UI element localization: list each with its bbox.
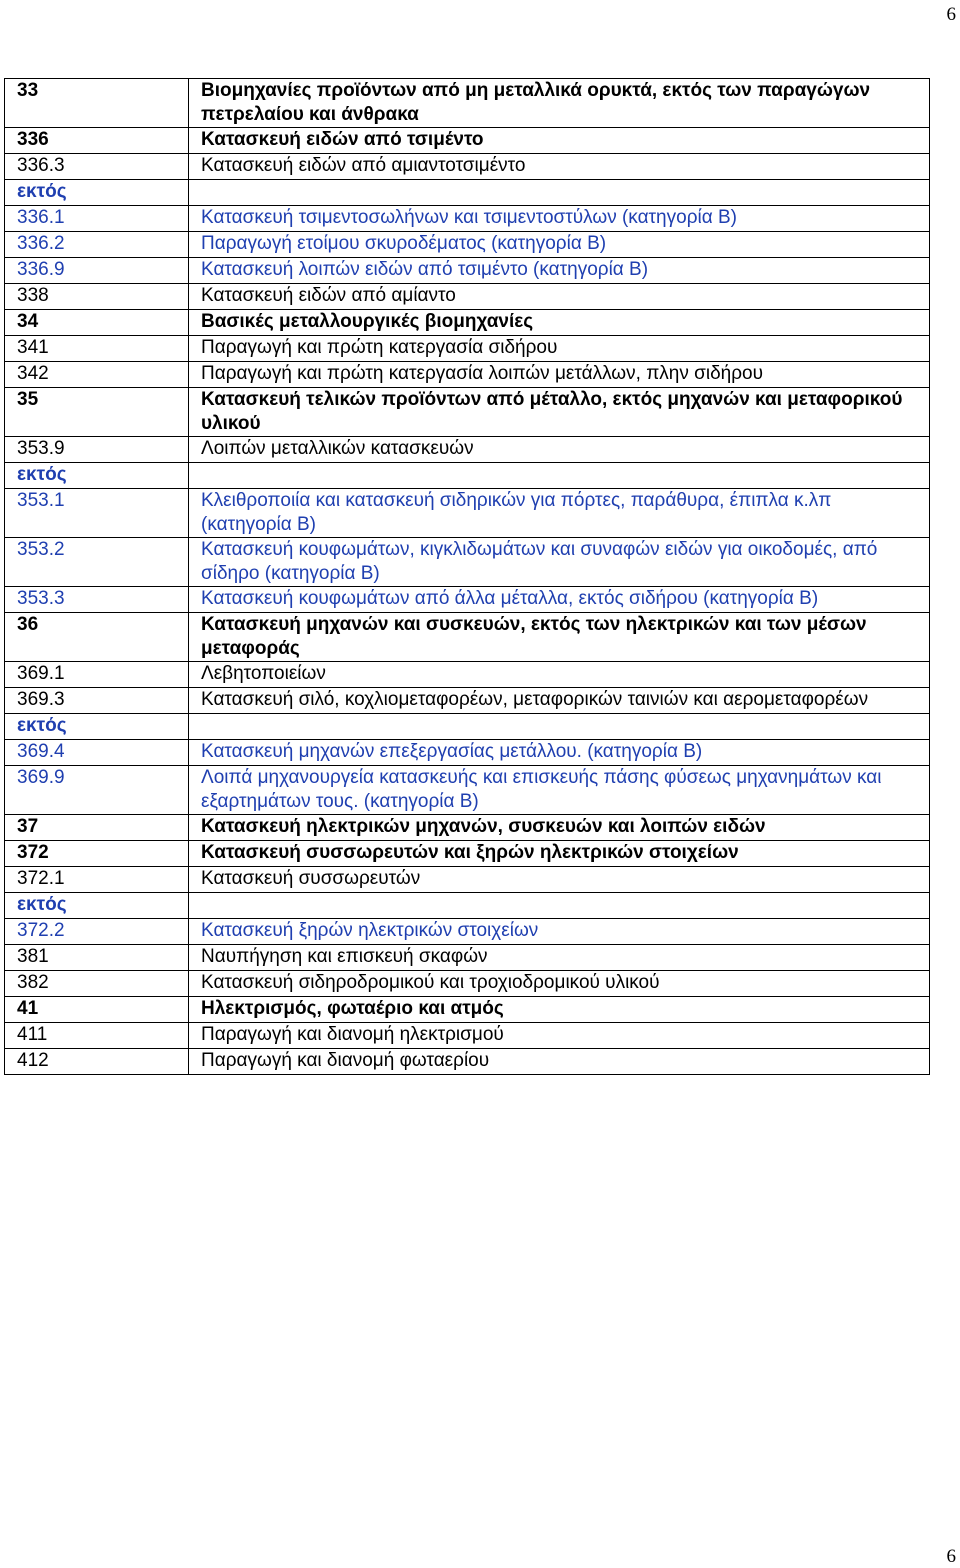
- activity-code-cell: εκτός: [5, 714, 189, 740]
- table-row: [5, 437, 930, 463]
- table-row: [5, 180, 930, 206]
- activity-code-cell: 336: [5, 128, 189, 154]
- activity-code-cell: 411: [5, 1023, 189, 1049]
- activity-code-cell: 353.1: [5, 489, 189, 538]
- activity-description-cell: [189, 714, 930, 740]
- activity-description-cell: Κατασκευή σιλό, κοχλιομεταφορέων, μεταφορικών ταινιών και αερομεταφορέων: [189, 688, 930, 714]
- table-row: [5, 310, 930, 336]
- activity-description-cell: Κατασκευή συσσωρευτών και ξηρών ηλεκτρικών στοιχείων: [189, 841, 930, 867]
- activity-description-cell: Κατασκευή λοιπών ειδών από τσιμέντο (κατηγορία Β): [189, 258, 930, 284]
- activity-code-cell: 372.1: [5, 867, 189, 893]
- table-row: [5, 893, 930, 919]
- activity-description-cell: Λοιπά μηχανουργεία κατασκευής και επισκευής πάσης φύσεως μηχανημάτων και εξαρτημάτων τους. (κατηγορία Β): [189, 766, 930, 815]
- activity-code-cell: 338: [5, 284, 189, 310]
- activity-code-cell: εκτός: [5, 180, 189, 206]
- activity-description-cell: [189, 463, 930, 489]
- table-row: [5, 971, 930, 997]
- activity-code-cell: 35: [5, 388, 189, 437]
- page-number-bottom: 6: [946, 1546, 956, 1567]
- activity-description-cell: Λεβητοποιείων: [189, 662, 930, 688]
- table-row: [5, 766, 930, 815]
- activity-codes-table: [4, 78, 930, 1075]
- activity-codes-body: [5, 79, 930, 1075]
- activity-description-cell: Κατασκευή κουφωμάτων από άλλα μέταλλα, εκτός σιδήρου (κατηγορία Β): [189, 587, 930, 613]
- table-row: [5, 919, 930, 945]
- activity-code-cell: 412: [5, 1049, 189, 1075]
- activity-code-cell: 372: [5, 841, 189, 867]
- table-row: [5, 206, 930, 232]
- activity-description-cell: Παραγωγή ετοίμου σκυροδέματος (κατηγορία Β): [189, 232, 930, 258]
- table-row: [5, 336, 930, 362]
- activity-code-cell: εκτός: [5, 463, 189, 489]
- activity-description-cell: Κατασκευή τελικών προϊόντων από μέταλλο, εκτός μηχανών και μεταφορικού υλικού: [189, 388, 930, 437]
- activity-description-cell: Κατασκευή ειδών από τσιμέντο: [189, 128, 930, 154]
- activity-code-cell: 342: [5, 362, 189, 388]
- table-row: [5, 538, 930, 587]
- table-row: [5, 867, 930, 893]
- activity-code-cell: 369.4: [5, 740, 189, 766]
- table-row: [5, 154, 930, 180]
- table-row: [5, 714, 930, 740]
- activity-code-cell: 369.1: [5, 662, 189, 688]
- activity-description-cell: Παραγωγή και πρώτη κατεργασία λοιπών μετάλλων, πλην σιδήρου: [189, 362, 930, 388]
- activity-description-cell: [189, 180, 930, 206]
- table-row: [5, 463, 930, 489]
- table-row: [5, 587, 930, 613]
- activity-code-cell: 37: [5, 815, 189, 841]
- activity-description-cell: Κατασκευή τσιμεντοσωλήνων και τσιμεντοστύλων (κατηγορία Β): [189, 206, 930, 232]
- activity-description-cell: Βασικές μεταλλουργικές βιομηχανίες: [189, 310, 930, 336]
- page-number-top: 6: [946, 4, 956, 25]
- activity-code-cell: 353.9: [5, 437, 189, 463]
- table-row: [5, 740, 930, 766]
- table-row: [5, 388, 930, 437]
- activity-description-cell: Κατασκευή ειδών από αμίαντο: [189, 284, 930, 310]
- activity-code-cell: 369.9: [5, 766, 189, 815]
- table-row: [5, 362, 930, 388]
- activity-description-cell: Παραγωγή και διανομή φωταερίου: [189, 1049, 930, 1075]
- activity-code-cell: 41: [5, 997, 189, 1023]
- activity-description-cell: Κατασκευή ειδών από αμιαντοτσιμέντο: [189, 154, 930, 180]
- activity-description-cell: [189, 893, 930, 919]
- table-row: [5, 128, 930, 154]
- activity-description-cell: Λοιπών μεταλλικών κατασκευών: [189, 437, 930, 463]
- table-row: [5, 232, 930, 258]
- activity-code-cell: 336.3: [5, 154, 189, 180]
- table-row: [5, 258, 930, 284]
- table-row: [5, 1023, 930, 1049]
- table-row: [5, 489, 930, 538]
- table-row: [5, 79, 930, 128]
- activity-code-cell: 336.9: [5, 258, 189, 284]
- activity-description-cell: Κατασκευή κουφωμάτων, κιγκλιδωμάτων και συναφών ειδών για οικοδομές, από σίδηρο (κατηγορία Β): [189, 538, 930, 587]
- activity-description-cell: Παραγωγή και διανομή ηλεκτρισμού: [189, 1023, 930, 1049]
- activity-code-cell: 353.2: [5, 538, 189, 587]
- activity-description-cell: Βιομηχανίες προϊόντων από μη μεταλλικά ορυκτά, εκτός των παραγώγων πετρελαίου και άνθρακα: [189, 79, 930, 128]
- table-row: [5, 613, 930, 662]
- activity-description-cell: Κατασκευή μηχανών επεξεργασίας μετάλλου. (κατηγορία Β): [189, 740, 930, 766]
- table-row: [5, 997, 930, 1023]
- activity-code-cell: 36: [5, 613, 189, 662]
- activity-code-cell: 33: [5, 79, 189, 128]
- activity-description-cell: Κατασκευή ηλεκτρικών μηχανών, συσκευών και λοιπών ειδών: [189, 815, 930, 841]
- activity-description-cell: Παραγωγή και πρώτη κατεργασία σιδήρου: [189, 336, 930, 362]
- activity-code-cell: 381: [5, 945, 189, 971]
- table-row: [5, 662, 930, 688]
- table-row: [5, 841, 930, 867]
- activity-code-cell: 341: [5, 336, 189, 362]
- activity-code-cell: 336.1: [5, 206, 189, 232]
- activity-code-cell: 336.2: [5, 232, 189, 258]
- activity-description-cell: Κατασκευή ξηρών ηλεκτρικών στοιχείων: [189, 919, 930, 945]
- table-row: [5, 688, 930, 714]
- activity-code-cell: 369.3: [5, 688, 189, 714]
- table-row: [5, 1049, 930, 1075]
- activity-code-cell: εκτός: [5, 893, 189, 919]
- activity-description-cell: Κλειθροποιία και κατασκευή σιδηρικών για πόρτες, παράθυρα, έπιπλα κ.λπ (κατηγορία Β): [189, 489, 930, 538]
- table-row: [5, 815, 930, 841]
- activity-code-cell: 353.3: [5, 587, 189, 613]
- activity-code-cell: 372.2: [5, 919, 189, 945]
- activity-code-cell: 34: [5, 310, 189, 336]
- activity-description-cell: Ηλεκτρισμός, φωταέριο και ατμός: [189, 997, 930, 1023]
- activity-description-cell: Κατασκευή μηχανών και συσκευών, εκτός των ηλεκτρικών και των μέσων μεταφοράς: [189, 613, 930, 662]
- table-row: [5, 945, 930, 971]
- activity-description-cell: Κατασκευή σιδηροδρομικού και τροχιοδρομικού υλικού: [189, 971, 930, 997]
- activity-code-cell: 382: [5, 971, 189, 997]
- table-row: [5, 284, 930, 310]
- activity-description-cell: Κατασκευή συσσωρευτών: [189, 867, 930, 893]
- activity-description-cell: Ναυπήγηση και επισκευή σκαφών: [189, 945, 930, 971]
